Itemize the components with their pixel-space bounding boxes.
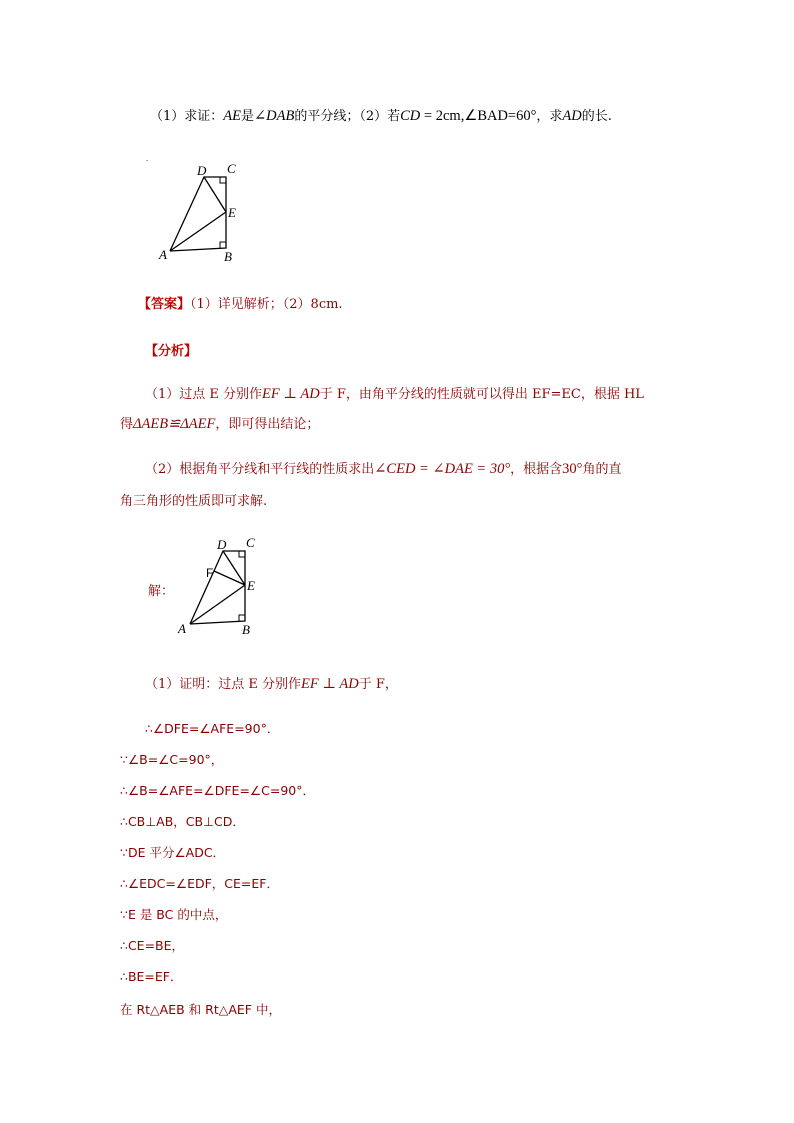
label-d: D: [217, 537, 227, 552]
math-30deg: 30°: [562, 461, 583, 477]
label-e: E: [247, 578, 255, 593]
analysis-tag: 【分析】: [145, 344, 198, 359]
label-c: C: [246, 535, 255, 550]
math-angle-eq: ∠CED = ∠DAE = 30°: [374, 461, 511, 477]
analysis-p2-line1: [145, 460, 621, 479]
label-f: F: [206, 566, 214, 580]
proof-line: ∵∠B=∠C=90°，: [120, 752, 224, 767]
analysis-p1-text-a: （1）过点 E 分别作: [145, 387, 263, 402]
analysis-p2-text-a: （2）根据角平分线和平行线的性质求出: [145, 462, 375, 477]
math-ef-perp-ad: EF ⊥ AD: [262, 386, 320, 402]
math-angle-dab: ∠DAB: [254, 108, 295, 124]
math-congruent: ΔAEB≌ΔAEF: [133, 416, 216, 432]
question-line: [150, 107, 612, 126]
proof-line: ∴∠DFE=∠AFE=90°．: [145, 721, 280, 736]
text-bisector: 的平分线；（2）若: [294, 109, 401, 124]
answer-text: （1）详见解析；（2）8cm.: [190, 297, 343, 312]
text-ask: ，求: [536, 109, 563, 124]
dot-mark: .: [146, 155, 148, 163]
proof-line: ∴BE=EF．: [120, 969, 183, 984]
label-c: C: [227, 161, 236, 176]
label-a: A: [159, 247, 167, 262]
math-ad: AD: [562, 108, 582, 124]
proof-line: ∴CB⊥AB，CB⊥CD．: [120, 814, 245, 829]
answer-line: [138, 296, 343, 314]
proof-line: ∴CE=BE，: [120, 938, 185, 953]
math-cd: CD: [400, 108, 421, 124]
proof-line: ∵E 是 BC 的中点，: [120, 907, 228, 922]
figure-trapezoid-2: [170, 533, 280, 643]
label-b: B: [224, 249, 232, 264]
analysis-p1-text-b: 于 F，由角平分线的性质就可以得出 EF=EC，根据 HL: [319, 387, 644, 402]
analysis-p2-text-c: 角的直: [582, 462, 622, 477]
math-ef-perp-ad: EF ⊥ AD: [301, 676, 359, 692]
text-length: 的长.: [581, 109, 612, 124]
analysis-p1-line2: [120, 415, 319, 434]
analysis-p1-line1: [145, 385, 644, 404]
analysis-p2-text-b: ，根据含: [510, 462, 563, 477]
proof-line: ∴∠EDC=∠EDF，CE=EF．: [120, 876, 279, 891]
proof-line: ∴∠B=∠AFE=∠DFE=∠C=90°．: [120, 783, 315, 798]
answer-tag: 【答案】: [138, 297, 191, 312]
analysis-p2-line2: 角三角形的性质即可求解.: [120, 494, 268, 509]
label-a: A: [178, 621, 186, 636]
solution-label: 解：: [148, 584, 175, 599]
proof-line: ∵DE 平分∠ADC．: [120, 845, 226, 860]
solution-l1-text-a: （1）证明：过点 E 分别作: [145, 677, 302, 692]
solution-l1-text-b: 于 F，: [358, 677, 398, 692]
question-part-label: （1）求证：: [150, 109, 224, 124]
proof-line: 在 Rt△AEB 和 Rt△AEF 中，: [120, 1002, 281, 1017]
figure-trapezoid-1: [140, 155, 260, 270]
analysis-p1-text-c: 得: [120, 417, 134, 432]
label-d: D: [197, 163, 207, 178]
label-e: E: [228, 205, 236, 220]
math-cd-value: = 2cm,∠BAD=60°: [420, 108, 537, 124]
solution-line-1: [145, 675, 398, 694]
analysis-p1-text-d: ，即可得出结论；: [215, 417, 320, 432]
text-is: 是: [241, 109, 255, 124]
math-ae: AE: [223, 108, 241, 124]
label-b: B: [242, 622, 250, 637]
